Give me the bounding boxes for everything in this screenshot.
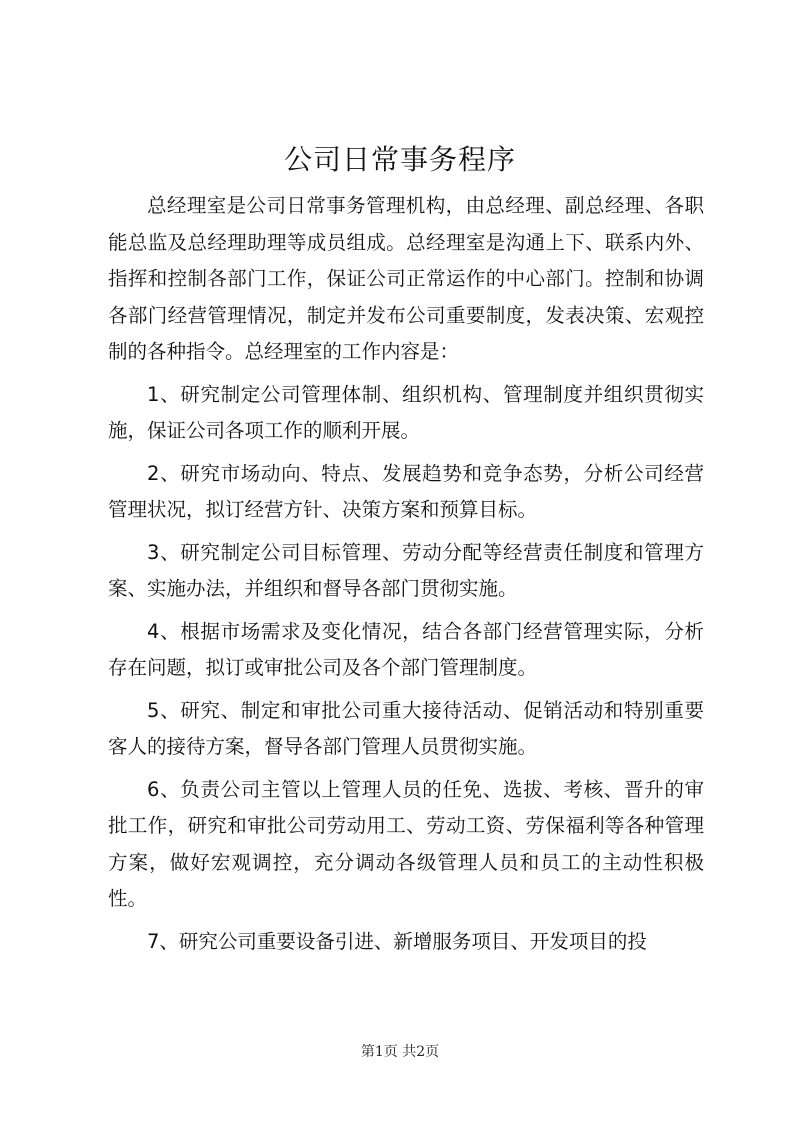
paragraph-item-2: 2、研究市场动向、特点、发展趋势和竞争态势，分析公司经营管理状况，拟订经营方针、决策方案和预算目标。 <box>108 461 704 521</box>
paragraph-item-6: 6、负责公司主管以上管理人员的任免、选拔、考核、晋升的审批工作，研究和审批公司劳动用工、劳动工资、劳保福利等各种管理方案，做好宏观调控，充分调动各级管理人员和员工的主动性积极性。 <box>108 777 704 910</box>
paragraph-intro: 总经理室是公司日常事务管理机构，由总经理、副总经理、各职能总监及总经理助理等成员组成。总经理室是沟通上下、联系内外、指挥和控制各部门工作，保证公司正常运作的中心部门。控制和协调各部门经营管理情况，制定并发布公司重要制度，发表决策、宏观控制的各种指令。总经理室的工作内容是： <box>108 194 704 363</box>
document-title: 公司日常事务程序 <box>283 143 516 176</box>
paragraph-item-5: 5、研究、制定和审批公司重大接待活动、促销活动和特别重要客人的接待方案，督导各部门管理人员贯彻实施。 <box>108 698 704 758</box>
paragraph-item-7: 7、研究公司重要设备引进、新增服务项目、开发项目的投 <box>147 929 647 953</box>
paragraph-item-1: 1、研究制定公司管理体制、组织机构、管理制度并组织贯彻实施，保证公司各项工作的顺利开展。 <box>108 382 704 442</box>
paragraph-item-3: 3、研究制定公司目标管理、劳动分配等经营责任制度和管理方案、实施办法，并组织和督导各部门贯彻实施。 <box>108 540 704 600</box>
paragraph-item-4: 4、根据市场需求及变化情况，结合各部门经营管理实际，分析存在问题，拟订或审批公司及各个部门管理制度。 <box>108 619 704 679</box>
document-body <box>108 188 704 960</box>
page-number-footer: 第1页 共2页 <box>360 1044 440 1060</box>
